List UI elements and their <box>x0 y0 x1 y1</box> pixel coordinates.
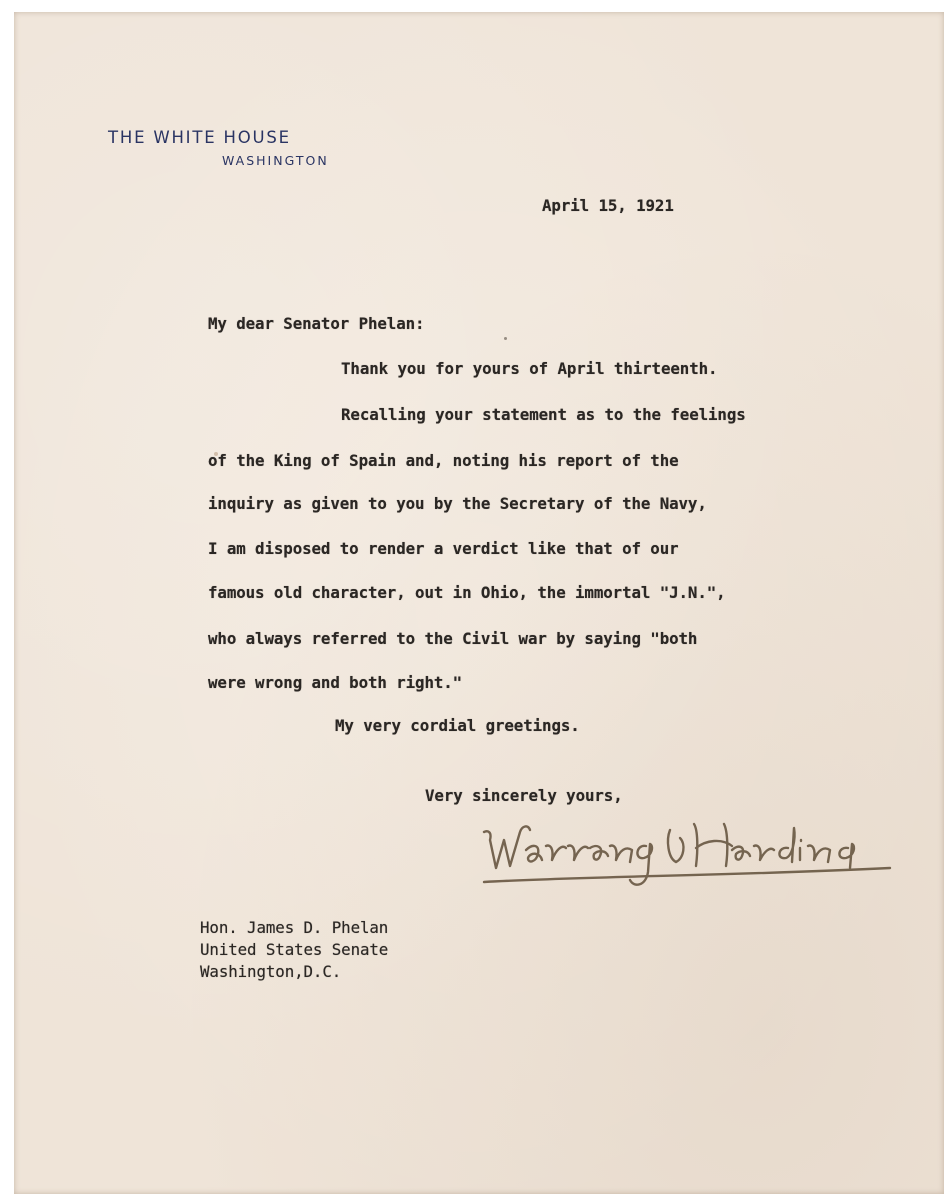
recipient-office: United States Senate <box>200 940 389 959</box>
paragraph-thanks: Thank you for yours of April thirteenth. <box>341 359 718 378</box>
paragraph-greetings: My very cordial greetings. <box>335 716 580 735</box>
body-line: were wrong and both right." <box>208 673 463 692</box>
body-line: Recalling your statement as to the feelings <box>341 405 746 424</box>
body-line: of the King of Spain and, noting his report of the <box>208 451 679 470</box>
handwritten-signature <box>470 810 900 900</box>
salutation: My dear Senator Phelan: <box>208 314 425 333</box>
letter-date: April 15, 1921 <box>542 196 674 215</box>
body-line: inquiry as given to you by the Secretary of the Navy, <box>208 494 707 513</box>
recipient-name: Hon. James D. Phelan <box>200 918 389 937</box>
recipient-city: Washington,D.C. <box>200 962 342 981</box>
letterhead-city: WASHINGTON <box>222 153 329 168</box>
body-line: who always referred to the Civil war by saying "both <box>208 629 698 648</box>
body-line: famous old character, out in Ohio, the immortal "J.N.", <box>208 583 726 602</box>
letterhead-title: THE WHITE HOUSE <box>108 128 291 147</box>
letter-sheet <box>14 12 944 1194</box>
complimentary-close: Very sincerely yours, <box>425 786 623 805</box>
body-line: I am disposed to render a verdict like that of our <box>208 539 679 558</box>
ink-speck <box>504 337 507 340</box>
